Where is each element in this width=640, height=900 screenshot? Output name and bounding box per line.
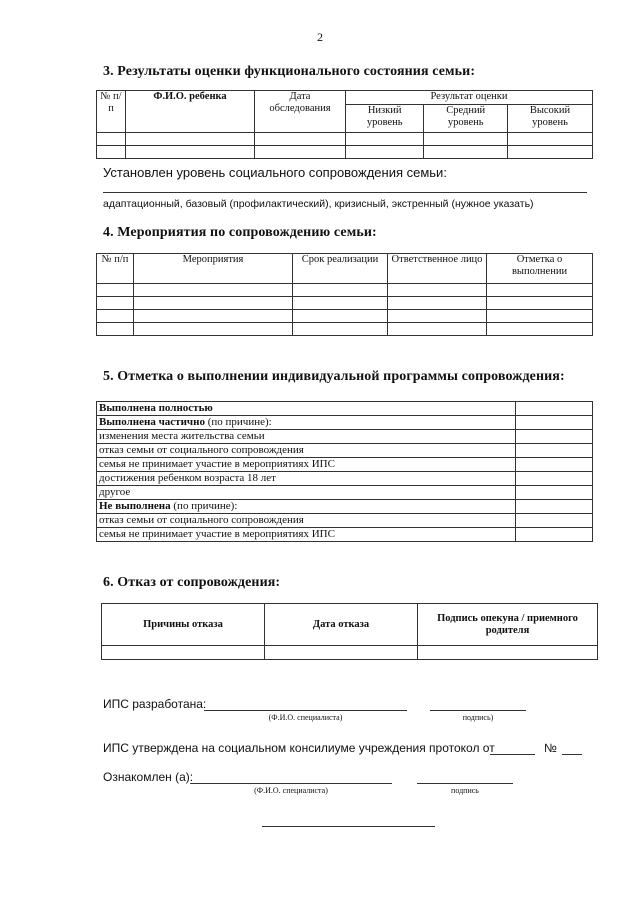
table-row [97,430,593,444]
mark-cell[interactable] [516,500,593,514]
col-child-name: Ф.И.О. ребенка [126,91,255,133]
table-row [97,500,593,514]
table-row [97,514,593,528]
caption-fio: (Ф.И.О. специалиста) [254,786,328,795]
protocol-number-field[interactable] [562,754,582,755]
col-guardian-sign: Подпись опекуна / приемного родителя [418,604,598,646]
refusal-table [101,603,598,660]
mark-cell[interactable] [516,444,593,458]
table-row [97,528,593,542]
section-5-title: 5. Отметка о выполнении индивидуальной программы сопровождения: [103,369,565,384]
protocol-number-label: № [544,741,557,755]
col-responsible: Ответственное лицо [388,254,487,284]
row-partial [97,416,516,430]
row-full: Выполнена полностью [97,402,516,416]
mark-cell[interactable] [516,472,593,486]
developed-sign-field[interactable] [430,710,526,711]
col-term: Срок реализации [293,254,388,284]
reason-text: отказ семьи от социального сопровождения [97,514,516,528]
col-num: № п/п [97,254,134,284]
developed-label: ИПС разработана: [103,697,207,711]
table-row [97,486,593,500]
col-high-level: Высокий уровень [508,105,593,133]
developed-fio-field[interactable] [204,710,407,711]
reason-text: семья не принимает участие в мероприятиях ИПС [97,528,516,542]
mark-cell[interactable] [516,458,593,472]
section-6-title: 6. Отказ от сопровождения: [103,575,281,590]
events-table [96,253,593,336]
table-row [102,646,598,660]
bottom-sign-field[interactable] [262,826,435,827]
acquainted-fio-field[interactable] [190,783,392,784]
mark-cell[interactable] [516,402,593,416]
table-row [97,472,593,486]
partial-label: Выполнена частично [99,416,205,428]
acquainted-sign-field[interactable] [417,783,513,784]
support-level-field[interactable] [103,192,587,193]
table-row [97,133,593,146]
completion-table [96,401,593,542]
mark-cell[interactable] [516,486,593,500]
reason-text: достижения ребенком возраста 18 лет [97,472,516,486]
mark-cell[interactable] [516,430,593,444]
section-3-title: 3. Результаты оценки функционального состояния семьи: [103,64,476,79]
table-row [97,310,593,323]
reason-text: другое [97,486,516,500]
caption-sign: подпись) [462,713,494,722]
col-refusal-reasons: Причины отказа [102,604,265,646]
reason-text: семья не принимает участие в мероприятиях ИПС [97,458,516,472]
mark-cell[interactable] [516,514,593,528]
section-4-title: 4. Мероприятия по сопровождению семьи: [103,225,377,240]
col-num: № п/п [97,91,126,133]
approved-label: ИПС утверждена на социальном консилиуме учреждения протокол от [103,741,495,755]
reason-text: изменения места жительства семьи [97,430,516,444]
not-done-suffix: (по причине): [170,500,238,512]
assessment-table [96,90,593,159]
support-level-hint: адаптационный, базовый (профилактический), кризисный, экстренный (нужное указать) [103,198,534,210]
table-row [97,323,593,336]
table-row [97,146,593,159]
caption-fio: (Ф.И.О. специалиста) [268,713,343,722]
table-row [97,402,593,416]
col-exam-date: Дата обследования [255,91,346,133]
table-row [97,444,593,458]
page-number: 2 [317,30,323,44]
partial-suffix: (по причине): [204,416,272,428]
col-mid-level: Средний уровень [424,105,508,133]
protocol-date-field[interactable] [490,754,535,755]
col-refusal-date: Дата отказа [265,604,418,646]
caption-sign: подпись [451,786,479,795]
not-done-label: Не выполнена [99,500,171,512]
col-low-level: Низкий уровень [346,105,424,133]
col-assessment-result: Результат оценки [346,91,593,105]
mark-cell[interactable] [516,528,593,542]
support-level-label: Установлен уровень социального сопровождения семьи: [103,165,447,180]
reason-text: отказ семьи от социального сопровождения [97,444,516,458]
table-row [97,284,593,297]
mark-cell[interactable] [516,416,593,430]
table-row [97,458,593,472]
col-mark: Отметка о выполнении [487,254,593,284]
col-events: Мероприятия [134,254,293,284]
row-not-done [97,500,516,514]
table-row [97,297,593,310]
acquainted-label: Ознакомлен (а): [103,770,194,784]
table-row [97,416,593,430]
